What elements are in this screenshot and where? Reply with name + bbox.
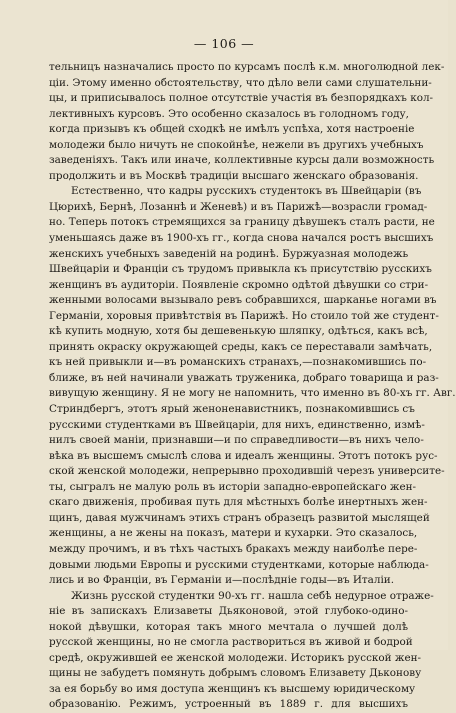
text-line: женскихъ учебныхъ заведеній на родинѣ. Буржуазная молодежь: [49, 247, 409, 260]
text-line: русскими студентками въ Швейцаріи, для нихъ, единственно, измѣ-: [49, 418, 425, 431]
text-line: довыми людьми Европы и русскими студентками, которые наблюда-: [49, 558, 429, 571]
text-line: цы, и приписывалось полное отсутствіе участія въ безпорядкахъ кол-: [49, 92, 434, 105]
text-line: лективныхъ курсовъ. Это особенно сказалось въ голодномъ году,: [49, 107, 409, 120]
text-line: нилъ своей маніи, признавши—и по справедливости—въ нихъ чело-: [49, 434, 424, 447]
text-line: но. Теперь потокъ стремящихся за границу дѣвушекъ сталъ расти, не: [49, 216, 435, 229]
text-line: ской женской молодежи, непрерывно проходившій черезъ университе-: [49, 465, 445, 478]
text-line: щинъ, давая мужчинамъ этихъ странъ образецъ развитой мыслящей: [49, 511, 430, 524]
text-line: Швейцаріи и Франціи съ трудомъ привыкла къ присутствію русскихъ: [49, 263, 432, 276]
text-line: вивущую женщину. Я не могу не напомнить, что именно въ 80-хъ гг. Авг.: [49, 387, 456, 400]
text-line: Цюрихѣ, Бернѣ, Лозаннѣ и Женевѣ) и въ Парижѣ—возрасли громад-: [49, 200, 428, 213]
text-line: молодежи было ничуть не спокойнѣе, нежели въ другихъ учебныхъ: [49, 138, 424, 151]
text-line: за ея борьбу во имя доступа женщинъ къ высшему юридическому: [49, 682, 416, 695]
text-line: образованію. Режимъ, устроенный въ 1889 г. для высшихъ: [49, 698, 408, 711]
text-line: тельницъ назначались просто по курсамъ послѣ к.м. многолюдной лек-: [49, 61, 445, 73]
text-line: щины не забудетъ помянуть добрымъ словомъ Елизавету Дьконову: [49, 667, 422, 680]
text-line: Жизнь русской студентки 90-хъ гг. нашла себѣ недурное отраже-: [71, 589, 434, 602]
text-line: принять окраску окружающей среды, какъ се переставали замѣчать,: [49, 340, 433, 353]
text-line: уменьшаясь даже въ 1900-хъ гг., когда снова начался ростъ высшихъ: [49, 232, 434, 245]
text-line: вѣка въ высшемъ смыслѣ слова и идеалъ женщины. Этотъ потокъ рус-: [49, 449, 438, 462]
text-line: ніе въ запискахъ Елизаветы Дьяконовой, этой глубоко-одино-: [49, 605, 408, 618]
text-line: русской женщины, но не смогла раствориться въ живой и бодрой: [49, 636, 413, 649]
text-line: Германіи, хоровыя привѣтствія въ Парижѣ. Но стоило той же студент-: [49, 309, 439, 322]
text-line: ціи. Этому именно обстоятельству, что дѣло вели сами слушательни-: [49, 76, 432, 89]
text-line: заведеніяхъ. Такъ или иначе, коллективные курсы дали возможность: [49, 154, 435, 167]
text-line: ты, сыгралъ не малую роль въ исторіи западно-европейскаго жен-: [49, 480, 417, 493]
text-line: скаго движенія, пробивая путь для мѣстныхъ болѣе инертныхъ жен-: [49, 496, 428, 509]
text-line: Естественно, что кадры русскихъ студентокъ въ Швейцаріи (въ: [71, 185, 422, 198]
body-text: [49, 60, 456, 713]
text-line: женщины, а не жены на показъ, матери и кухарки. Это сказалось,: [49, 527, 418, 540]
text-line: ближе, въ ней начинали уважать труженика, добраго товарища и раз-: [49, 371, 439, 384]
text-line: между прочимъ, и въ тѣхъ частыхъ бракахъ между наиболѣе пере-: [49, 542, 418, 555]
text-line: женщинъ въ аудиторіи. Появленіе скромно одѣтой дѣвушки со стри-: [49, 278, 429, 291]
text-line: къ ней привыкли и—въ романскихъ странахъ,—познакомившись по-: [49, 356, 427, 369]
text-line: когда призывъ къ общей сходкѣ не имѣлъ успѣха, хотя настроеніе: [49, 123, 415, 136]
text-line: нокой дѣвушки, которая такъ много мечтала о лучшей долѣ: [49, 620, 408, 633]
page-number: — 106 —: [193, 36, 255, 51]
text-line: продолжить и въ Москвѣ традиціи высшаго женскаго образованія.: [49, 169, 419, 182]
text-line: кѣ купить модную, хотя бы дешевенькую шляпку, одѣться, какъ всѣ,: [49, 325, 428, 338]
text-line: средѣ, окружившей ее женской молодежи. Историкъ русской жен-: [49, 651, 422, 664]
text-line: женными волосами вызывало ревъ собравшихся, шарканье ногами въ: [49, 294, 437, 307]
text-line: Стриндбергъ, этотъ ярый женоненавистникъ, познакомившись съ: [49, 403, 415, 416]
text-line: лись и во Франціи, въ Германіи и—послѣдніе годы—въ Италіи.: [49, 574, 395, 587]
